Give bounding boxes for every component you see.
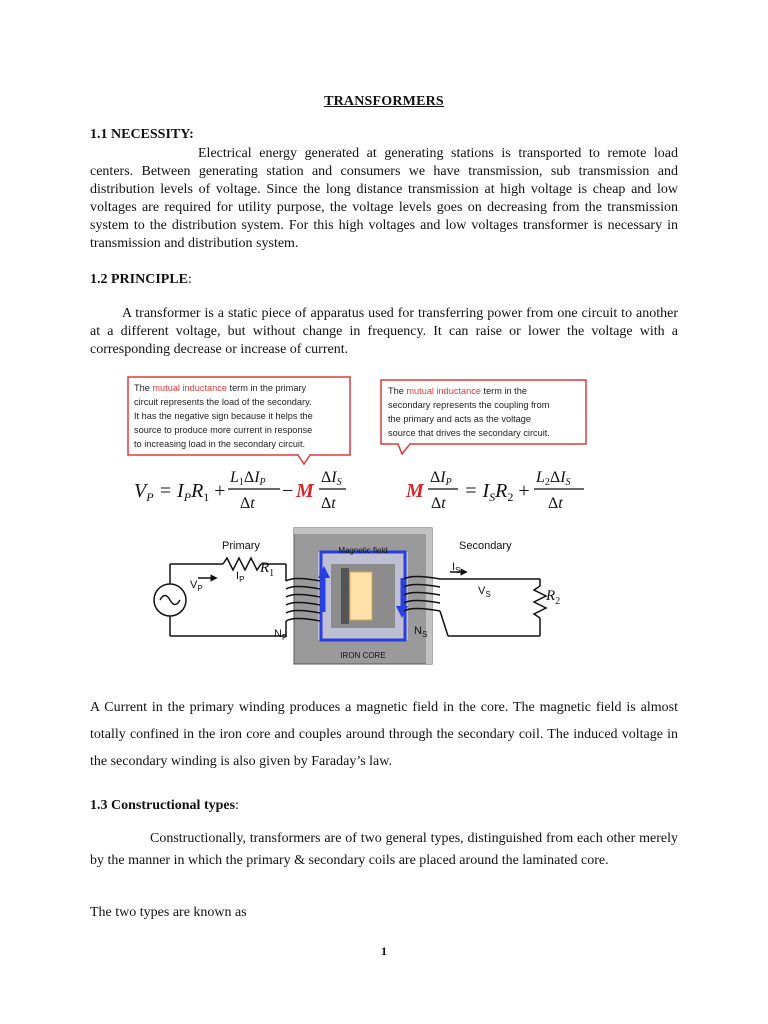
paragraph-constructional: Constructionally, transformers are of two general types, distinguished from each other merely by the manner in which the primary & secondary coils are placed around the laminated core. (90, 831, 678, 868)
secondary-circuit (440, 572, 546, 636)
svg-text:secondary represents the coupl: secondary represents the coupling from (388, 400, 550, 410)
callout-right (381, 380, 586, 454)
section-heading-constructional-types (90, 798, 239, 814)
constructional-heading-colon: : (235, 798, 239, 813)
svg-text:IS: $I_S$ (452, 561, 461, 575)
svg-text:ΔIS: ΔIS (321, 469, 342, 488)
svg-text:Primary: Primary (222, 540, 260, 552)
svg-text:source that drives the seconda: source that drives the secondary circuit. (388, 428, 550, 438)
svg-text:The mutual inductance term in: The mutual inductance term in the primary (134, 383, 307, 393)
svg-text:IP: $I_P$ (236, 570, 245, 584)
principle-heading-text: 1.2 PRINCIPLE (90, 272, 189, 287)
principle-heading-colon: : (188, 272, 192, 287)
primary-equation (134, 469, 346, 512)
svg-text:= ISR2 +: = $I_SR_2$ + (464, 480, 530, 504)
svg-text:L2ΔIS: L2ΔIS (536, 469, 571, 488)
svg-text:VP: $V_P$ (190, 579, 203, 593)
svg-text:ΔIP: ΔIP (430, 469, 452, 488)
svg-text:L1ΔIP: L1ΔIP (230, 469, 266, 488)
page-title: TRANSFORMERS (324, 94, 444, 109)
svg-text:Magnetic field: Magnetic field (338, 546, 388, 555)
svg-text:the primary and acts as the vo: the primary and acts as the voltage (388, 414, 531, 424)
paragraph-magnetic-field: A Current in the primary winding produces a magnetic field in the core. The magnetic field is almost totally confined in the iron core and couples around through the secondary coil. The induced voltage in the secondary winding is also given by Faraday’s law. (90, 700, 678, 769)
svg-text:It has the negative sign becau: It has the negative sign because it helps the (134, 411, 313, 421)
svg-text:NS: $N_S$ (414, 625, 428, 639)
svg-text:R1: $R_1$ (260, 560, 275, 579)
callout-left (128, 377, 350, 464)
svg-text:The mutual inductance term in: The mutual inductance term in the (388, 386, 527, 396)
svg-text:to increasing load in the seco: to increasing load in the secondary circuit. (134, 439, 306, 449)
svg-text:IRON CORE: IRON CORE (340, 651, 386, 660)
transformer-diagram (118, 372, 596, 672)
ac-source-icon (154, 584, 186, 616)
page-number: 1 (381, 944, 387, 958)
svg-text:Δt: Δt (321, 495, 336, 512)
svg-text:circuit represents the load of: circuit represents the load of the secondary. (134, 397, 312, 407)
paragraph-principle: A transformer is a static piece of apparatus used for transferring power from one circuit to another at a different voltage, but without change in frequency. It can raise or lower the voltage with a corresponding decrease or increase of current. (90, 306, 678, 357)
svg-text:Δt: Δt (431, 495, 446, 512)
secondary-equation (405, 469, 584, 512)
svg-text:Δt: Δt (240, 495, 255, 512)
svg-text:M: M (406, 480, 424, 502)
svg-text:−: − (282, 480, 294, 502)
svg-text:source to produce more current: source to produce more current in response (134, 425, 313, 435)
svg-text:NP: $N_P$ (274, 628, 288, 642)
svg-text:R2: $R_2$ (546, 588, 561, 607)
svg-text:Secondary: Secondary (459, 540, 512, 552)
svg-text:VS: $V_S$ (478, 585, 491, 599)
svg-text:VP = IPR1 +: $V_P = I_PR_1$ + (134, 480, 226, 504)
section-heading-necessity: 1.1 NECESSITY: (90, 127, 194, 142)
svg-text:Δt: Δt (548, 495, 563, 512)
section-heading-principle (90, 272, 192, 288)
paragraph-two-types: The two types are known as (90, 905, 247, 920)
constructional-heading-text: 1.3 Constructional types (90, 798, 236, 813)
paragraph-necessity: Electrical energy generated at generating stations is transported to remote load centers. Between generating station and consumers we have transmission, sub transmission and distribution levels of voltage. Since the long distance transmission at high voltage is cheap and low voltages are required for utility purpose, the voltage levels goes on decreasing from the transmission system to the distribution system. For this high voltages and low voltages transformer is necessary in transmission and distribution system. (90, 146, 678, 251)
svg-text:M: M (296, 480, 314, 502)
